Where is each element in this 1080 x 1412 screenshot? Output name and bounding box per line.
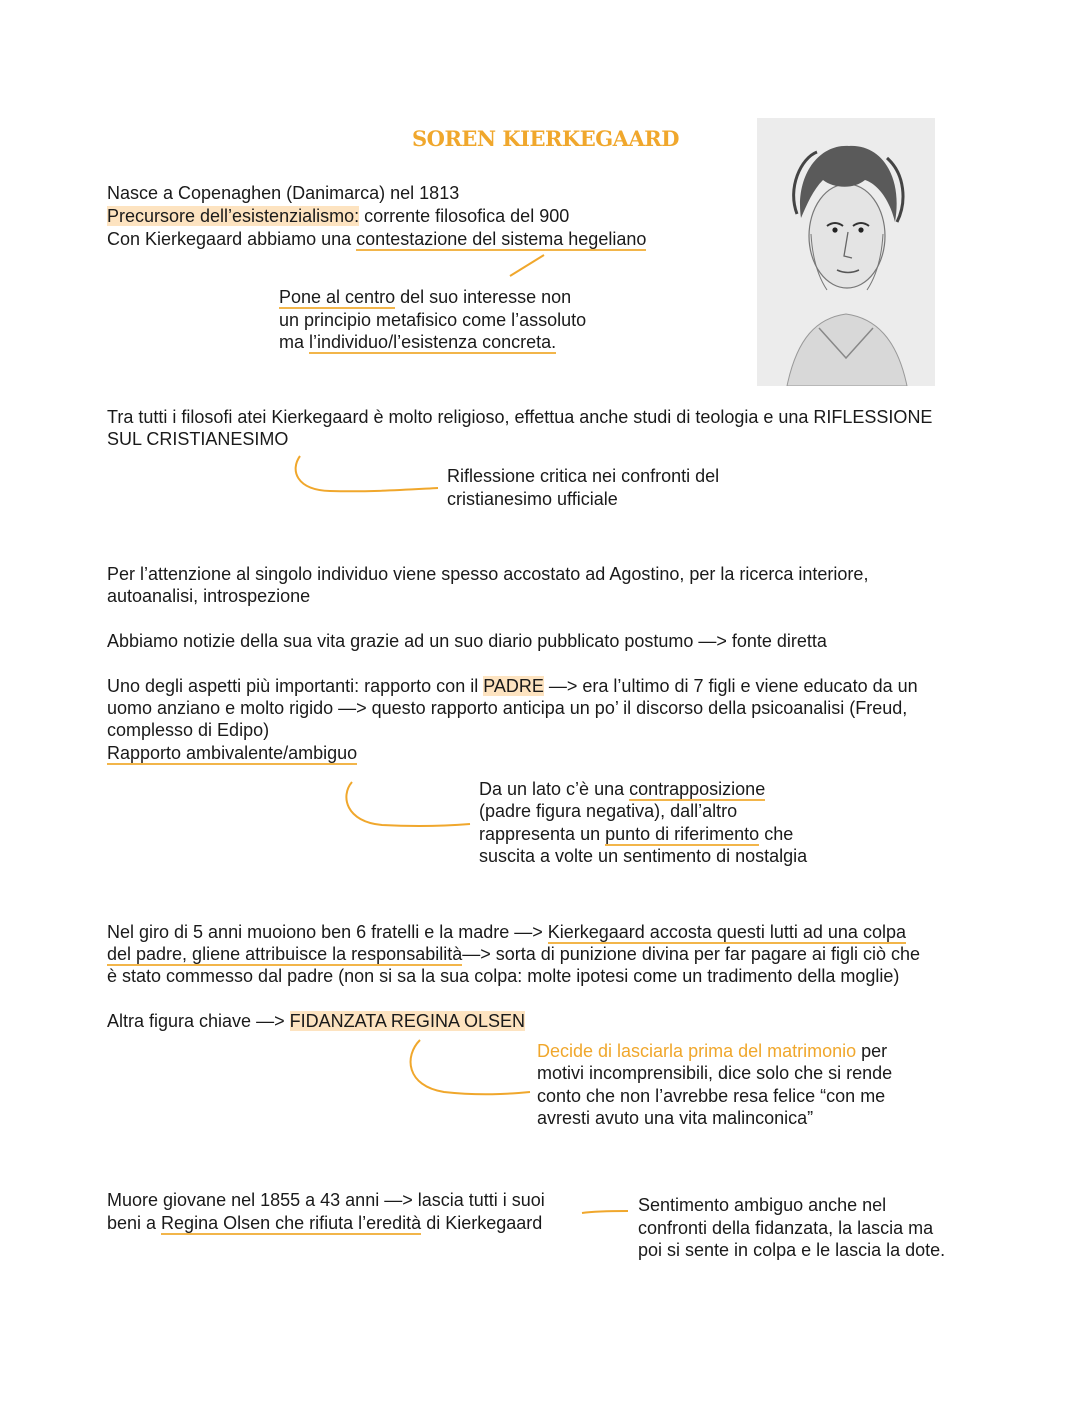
note1-rest: del suo interesse non bbox=[395, 287, 572, 307]
religion-line2: SUL CRISTIANESIMO bbox=[107, 429, 289, 449]
morte-l2-rest: di Kierkegaard bbox=[421, 1213, 543, 1233]
note1-l3-pre: ma bbox=[279, 332, 310, 352]
lutti-l2-underlined: del padre, gliene attribuisce la responsabilità bbox=[107, 944, 463, 964]
agostino-line2: autoanalisi, introspezione bbox=[107, 586, 311, 606]
padre-line2: uomo anziano e molto rigido —> questo rapporto anticipa un po’ il discorso della psicoanalisi (Freud, bbox=[107, 698, 908, 718]
page-title: SOREN KIERKEGAARD bbox=[412, 126, 679, 151]
note3-l3-pre: rappresenta un bbox=[479, 824, 606, 844]
note4-orange: Decide di lasciarla prima del matrimonio bbox=[537, 1041, 857, 1061]
padre-line1 bbox=[107, 675, 918, 698]
note1-l3-underlined: l’individuo/l’esistenza concreta. bbox=[309, 332, 557, 352]
lutti-l2-rest: —> sorta di punizione divina per far pagare ai figli ciò che bbox=[462, 944, 920, 964]
note4-rest: per bbox=[856, 1041, 888, 1061]
note5-line2: confronti della fidanzata, la lascia ma bbox=[638, 1218, 934, 1238]
lutti-line1 bbox=[107, 921, 906, 944]
padre-highlight: PADRE bbox=[483, 676, 544, 696]
precursor-highlight: Precursore dell’esistenzialismo: bbox=[107, 206, 360, 226]
note3-l1-pre: Da un lato c’è una bbox=[479, 779, 630, 799]
note2-line2: cristianesimo ufficiale bbox=[447, 489, 618, 509]
connector-line-1 bbox=[510, 255, 544, 276]
padre-line4 bbox=[107, 742, 357, 765]
religion-line1: Tra tutti i filosofi atei Kierkegaard è molto religioso, effettua anche studi di teologia e una RIFLESSIONE bbox=[107, 407, 933, 427]
note4-line1 bbox=[537, 1040, 887, 1063]
padre-l1-rest: —> era l’ultimo di 7 figli e viene educato da un bbox=[543, 676, 918, 696]
note3-line1 bbox=[479, 778, 765, 801]
note4-line4: avresti avuto una vita malinconica” bbox=[537, 1108, 814, 1128]
fidanzata-line bbox=[107, 1010, 525, 1033]
connector-curve-5 bbox=[582, 1211, 628, 1213]
intro-birth: Nasce a Copenaghen (Danimarca) nel 1813 bbox=[107, 183, 460, 203]
note1-underlined: Pone al centro bbox=[279, 287, 396, 307]
diario-line: Abbiamo notizie della sua vita grazie ad un suo diario pubblicato postumo —> fonte diretta bbox=[107, 631, 827, 651]
note3-line2: (padre figura negativa), dall’altro bbox=[479, 801, 738, 821]
note3-line3 bbox=[479, 823, 793, 846]
note1-line1 bbox=[279, 286, 571, 309]
lutti-line3: è stato commesso dal padre (non si sa la sua colpa: molte ipotesi come un tradimento della moglie) bbox=[107, 966, 900, 986]
padre-ambivalent: Rapporto ambivalente/ambiguo bbox=[107, 743, 358, 763]
note5-line3: poi si sente in colpa e le lascia la dote. bbox=[638, 1240, 946, 1260]
morte-line2 bbox=[107, 1212, 542, 1235]
padre-line3: complesso di Edipo) bbox=[107, 720, 270, 740]
note3-l1-underlined: contrapposizione bbox=[629, 779, 766, 799]
precursor-rest: corrente filosofica del 900 bbox=[359, 206, 570, 226]
morte-l2-underlined: Regina Olsen che rifiuta l’eredità bbox=[161, 1213, 422, 1233]
padre-l1-pre: Uno degli aspetti più importanti: rapporto con il bbox=[107, 676, 484, 696]
note3-line4: suscita a volte un sentimento di nostalgia bbox=[479, 846, 808, 866]
connector-curve-3 bbox=[346, 782, 470, 826]
connector-curve-2 bbox=[296, 456, 438, 491]
note5-line1: Sentimento ambiguo anche nel bbox=[638, 1195, 887, 1215]
lutti-l1-underlined: Kierkegaard accosta questi lutti ad una colpa bbox=[547, 922, 906, 942]
connector-curve-4 bbox=[411, 1040, 530, 1094]
lutti-l1-pre: Nel giro di 5 anni muoiono ben 6 fratelli e la madre —> bbox=[107, 922, 548, 942]
morte-l2-pre: beni a bbox=[107, 1213, 162, 1233]
note4-line2: motivi incomprensibili, dice solo che si rende bbox=[537, 1063, 893, 1083]
note2-line1: Riflessione critica nei confronti del bbox=[447, 466, 720, 486]
note3-l3-rest: che bbox=[759, 824, 794, 844]
fidanzata-highlight: FIDANZATA REGINA OLSEN bbox=[289, 1011, 525, 1031]
agostino-line1: Per l’attenzione al singolo individuo viene spesso accostato ad Agostino, per la ricerca interiore, bbox=[107, 564, 869, 584]
lutti-line2 bbox=[107, 943, 920, 966]
note3-l3-underlined: punto di riferimento bbox=[605, 824, 760, 844]
note1-line2: un principio metafisico come l’assoluto bbox=[279, 310, 587, 330]
hegel-pre: Con Kierkegaard abbiamo una bbox=[107, 229, 357, 249]
note1-line3 bbox=[279, 331, 556, 354]
morte-line1: Muore giovane nel 1855 a 43 anni —> lascia tutti i suoi bbox=[107, 1190, 545, 1210]
fidanzata-pre: Altra figura chiave —> bbox=[107, 1011, 290, 1031]
note4-line3: conto che non l’avrebbe resa felice “con me bbox=[537, 1086, 886, 1106]
hegel-underlined: contestazione del sistema hegeliano bbox=[356, 229, 647, 249]
